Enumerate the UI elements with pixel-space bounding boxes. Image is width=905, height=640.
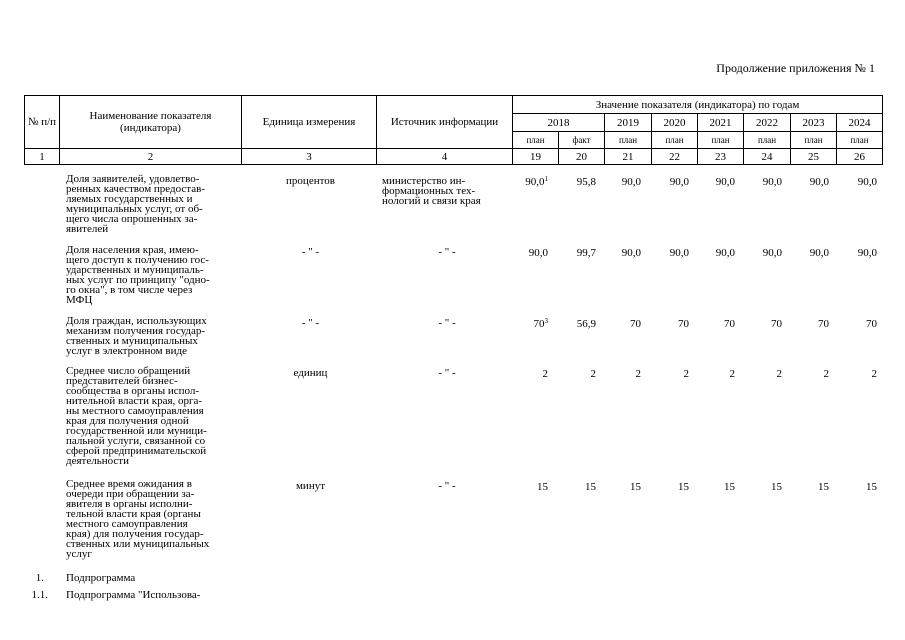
indicator-value: 2 [729, 368, 735, 380]
indicator-value: 90,0 [621, 247, 641, 259]
indicator-value: 90,0 [857, 247, 877, 259]
section-number: 1. [35, 572, 44, 584]
indicator-value: 2 [542, 368, 548, 380]
column-number: 3 [242, 149, 377, 165]
header-unit: Единица измерения [242, 96, 377, 149]
indicator-unit: процентов [286, 175, 335, 187]
indicator-value: 70 [818, 318, 829, 330]
column-number: 26 [837, 149, 883, 165]
indicator-value: 2 [683, 368, 689, 380]
indicator-value: 90,0 [669, 176, 689, 188]
indicator-value: $70^3$ [533, 317, 548, 330]
indicator-source: - " - [438, 480, 456, 492]
indicator-source: - " - [438, 317, 456, 329]
section-title: Подпрограмма [66, 572, 136, 584]
header-kind: план [791, 132, 837, 149]
indicator-value: 70 [866, 318, 877, 330]
indicator-value: 90,0 [669, 247, 689, 259]
indicator-value: 90,0 [857, 176, 877, 188]
header-name: Наименование показателя (индикатора) [60, 96, 242, 149]
header-year: 2018 [513, 114, 605, 132]
indicator-name: Доля населения края, имею- щего доступ к получению гос- ударственных и муниципаль- ных услуг по принципу "одно- го окна", в том числе через МФЦ [66, 244, 210, 306]
indicator-value: 2 [635, 368, 641, 380]
indicator-value: 15 [630, 481, 641, 493]
column-number: 25 [791, 149, 837, 165]
indicator-unit: - " - [301, 246, 320, 258]
indicator-value: 95,8 [576, 176, 596, 188]
column-number: 19 [513, 149, 559, 165]
indicator-value: 90,0 [715, 247, 735, 259]
indicator-value: 90,0 [809, 247, 829, 259]
indicator-value: 2 [871, 368, 877, 380]
header-year: 2021 [698, 114, 744, 132]
header-kind: план [837, 132, 883, 149]
indicator-value: 99,7 [576, 247, 596, 259]
indicator-value: 15 [818, 481, 829, 493]
indicator-value: 70 [630, 318, 641, 330]
indicator-name: Доля граждан, использующих механизм получения государ- ственных и муниципальных услуг в электронном виде [66, 315, 207, 357]
indicator-value: 15 [585, 481, 596, 493]
indicator-value: 90,0 [528, 247, 548, 259]
header-kind: план [513, 132, 559, 149]
indicator-value: 2 [823, 368, 829, 380]
indicator-value: 90,0 [715, 176, 735, 188]
indicator-source: - " - [438, 246, 456, 258]
indicator-value: 70 [678, 318, 689, 330]
section-title: Подпрограмма "Использова- [66, 589, 201, 601]
indicator-value: 15 [724, 481, 735, 493]
header-values: Значение показателя (индикатора) по годам [513, 96, 883, 114]
section-number: 1.1. [31, 589, 48, 601]
indicator-value: 90,0$^1$ [525, 175, 548, 188]
indicator-unit: - " - [301, 317, 320, 329]
indicator-unit: минут [295, 480, 326, 492]
header-num: № п/п [25, 96, 60, 149]
header-source: Источник информации [377, 96, 513, 149]
indicator-value: 90,0 [762, 247, 782, 259]
indicator-source: - " - [438, 367, 456, 379]
indicator-value: 90,0 [762, 176, 782, 188]
indicator-value: 56,9 [576, 318, 596, 330]
header-year: 2019 [605, 114, 652, 132]
indicator-value: 15 [678, 481, 689, 493]
header-kind: план [698, 132, 744, 149]
header-kind: план [744, 132, 791, 149]
column-number: 2 [60, 149, 242, 165]
column-number: 20 [559, 149, 605, 165]
indicator-value: 70 [771, 318, 782, 330]
header-year: 2024 [837, 114, 883, 132]
header-kind: факт [559, 132, 605, 149]
indicator-name: Среднее время ожидания в очереди при обращении за- явителя в органы исполни- тельной власти края (органы местного самоуправления края) для получения государ- ственных или муниципальных услуг [66, 478, 210, 560]
indicator-unit: единиц [293, 367, 328, 379]
header-year: 2023 [791, 114, 837, 132]
page-caption: Продолжение приложения № 1 [716, 61, 875, 75]
indicator-source: министерство ин- формационных тех- нологий и связи края [382, 175, 481, 207]
header-kind: план [652, 132, 698, 149]
column-number: 23 [698, 149, 744, 165]
indicator-value: 2 [776, 368, 782, 380]
header-year: 2020 [652, 114, 698, 132]
indicator-value: 15 [771, 481, 782, 493]
indicator-value: 15 [866, 481, 877, 493]
column-number: 1 [25, 149, 60, 165]
header-year: 2022 [744, 114, 791, 132]
indicator-value: 90,0 [621, 176, 641, 188]
indicator-value: 90,0 [809, 176, 829, 188]
indicator-table-header [24, 95, 883, 165]
column-number: 24 [744, 149, 791, 165]
indicator-name: Доля заявителей, удовлетво- ренных качеством предостав- ляемых государственных и муниципальных услуг, от об- щего числа опрошенных за- явителей [66, 173, 205, 235]
indicator-value: 2 [590, 368, 596, 380]
indicator-name: Среднее число обращений представителей бизнес- сообщества в органы испол- нительной власти края, орга- ны местного самоуправления края для получения одной государственной или муници- пальной услуги, связанной со сферой предпринимательской деятельности [66, 365, 207, 467]
column-number: 21 [605, 149, 652, 165]
column-number: 4 [377, 149, 513, 165]
column-number: 22 [652, 149, 698, 165]
indicator-value: 15 [537, 481, 548, 493]
header-kind: план [605, 132, 652, 149]
indicator-value: 70 [724, 318, 735, 330]
